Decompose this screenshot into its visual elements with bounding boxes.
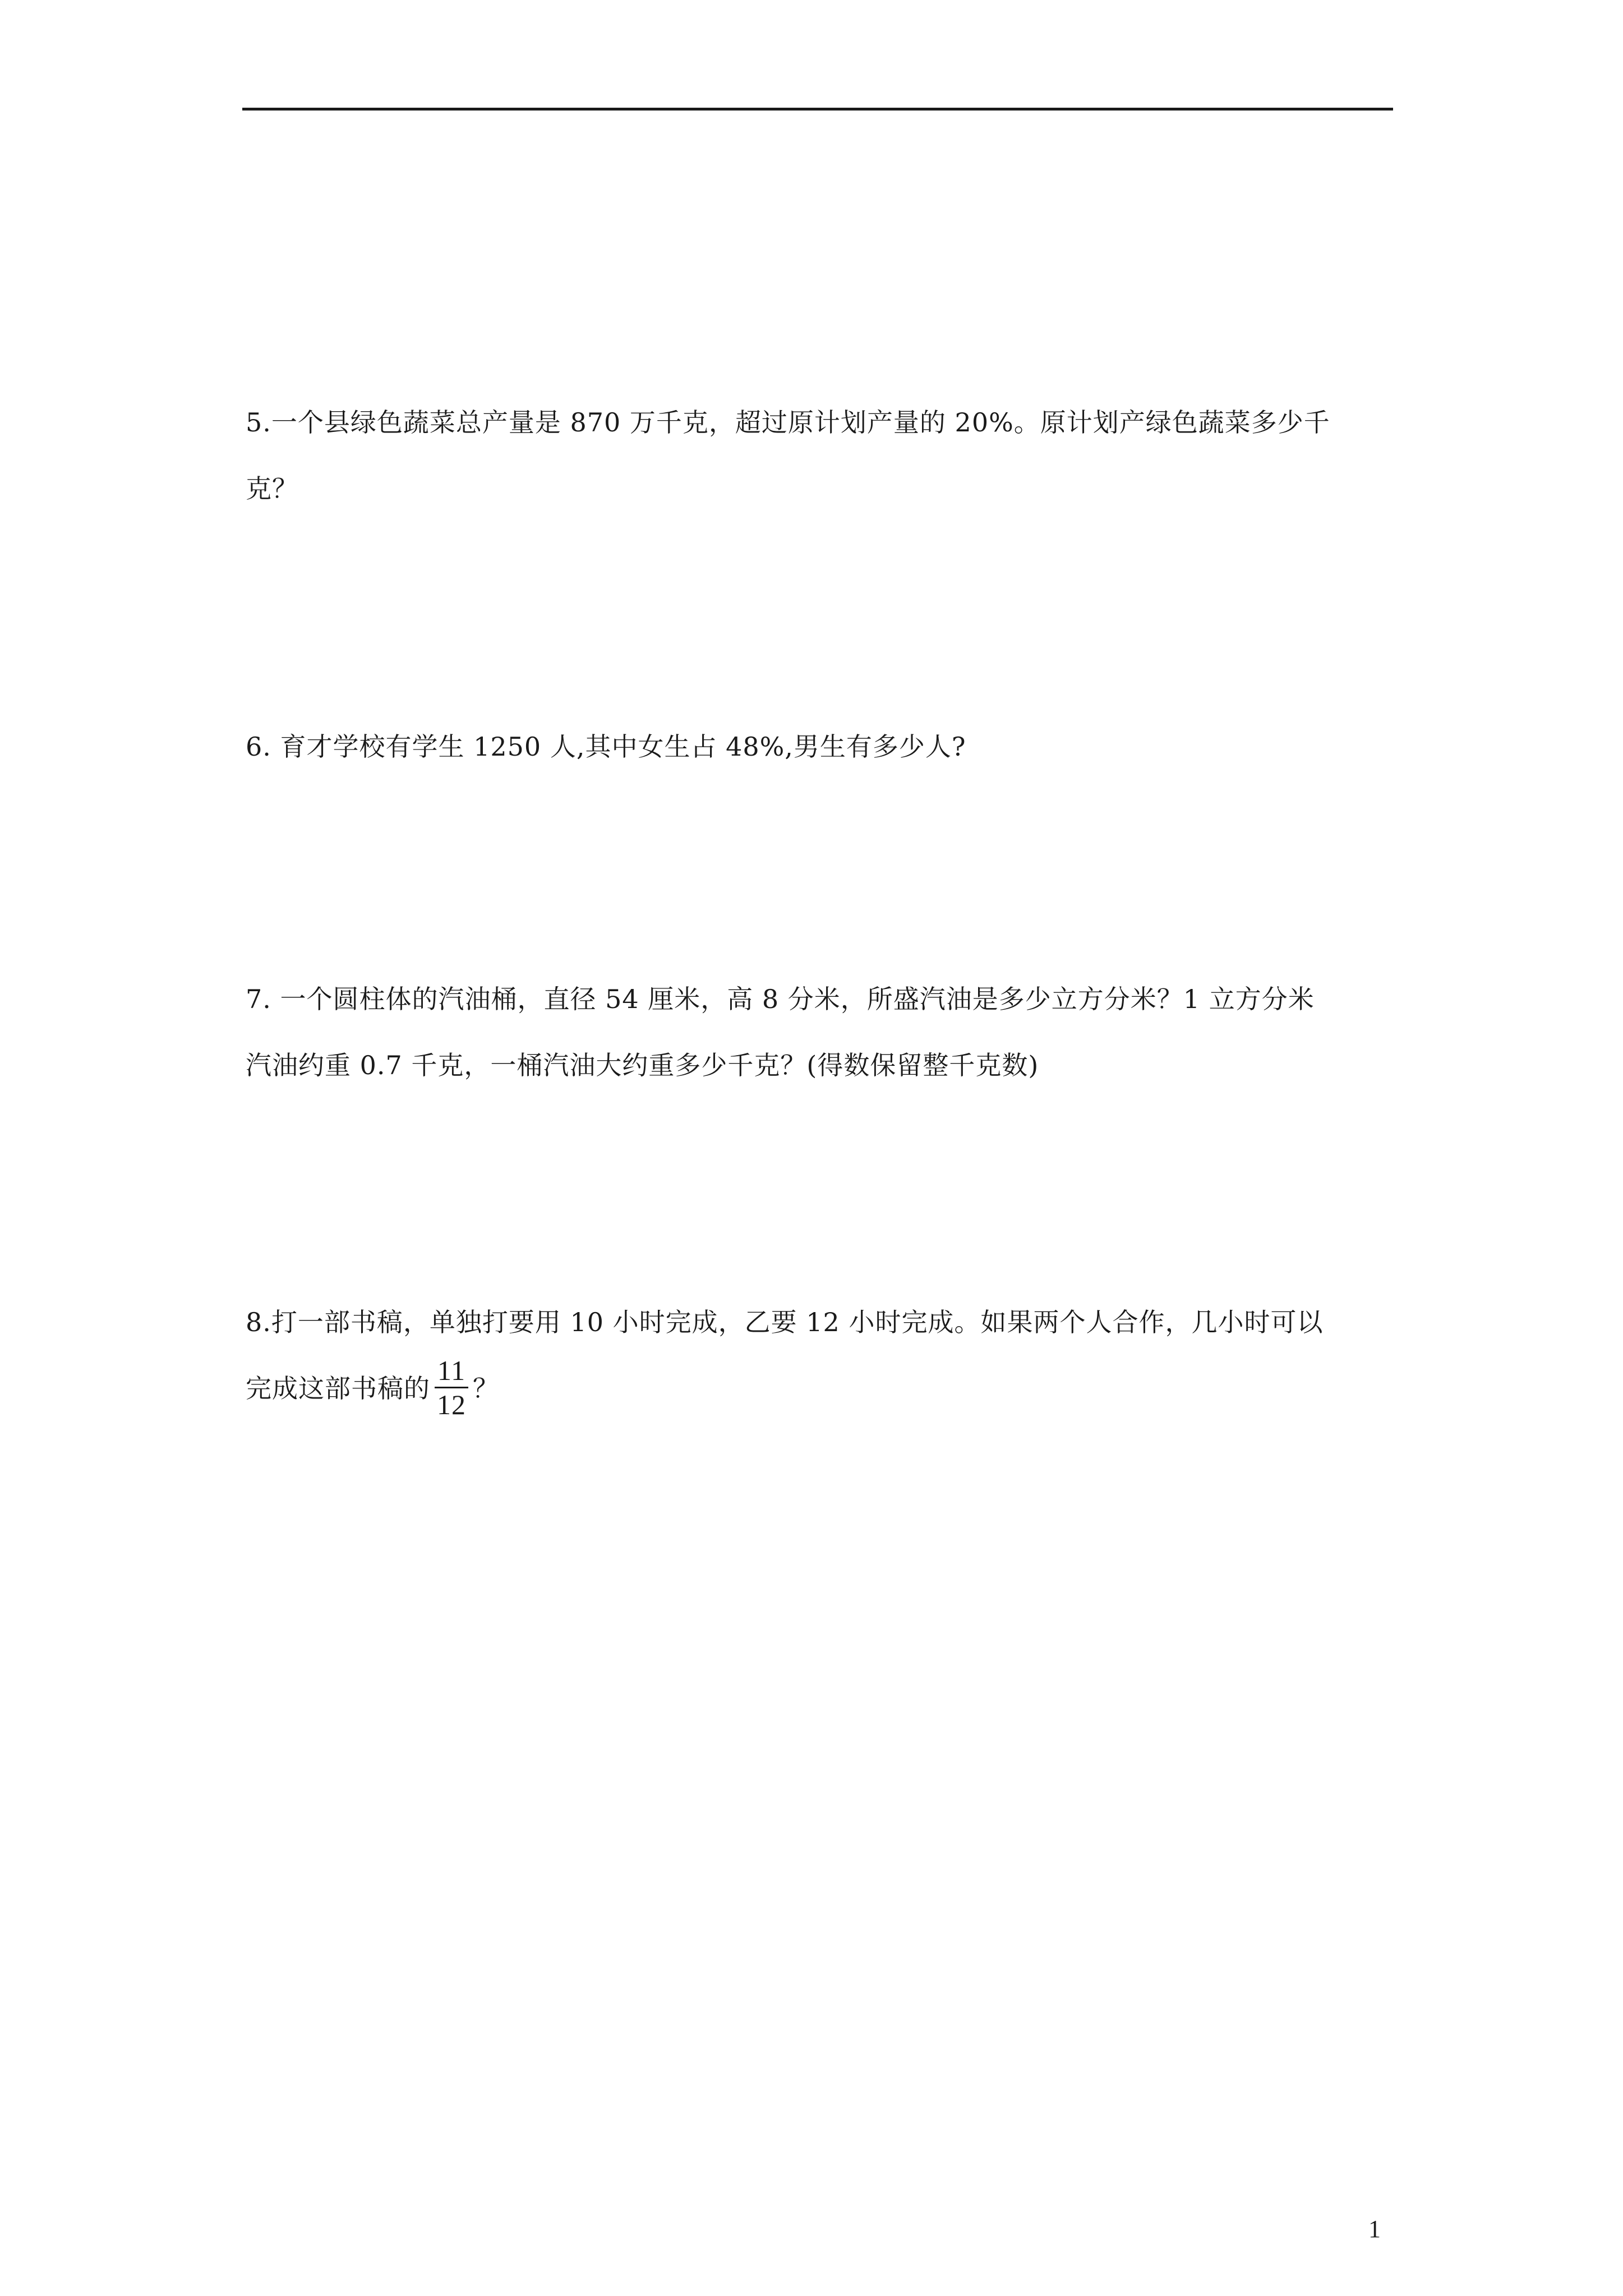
question-7 [246,966,1395,1098]
question-8-line-2 [246,1355,1395,1421]
fraction-numerator: 11 [437,1354,466,1386]
fraction-denominator: 12 [437,1388,466,1420]
question-5-line-2: 克？ [246,473,298,504]
header-rule [242,108,1393,111]
question-5 [246,389,1395,522]
question-8-line-1: 8.打一部书稿，单独打要用 10 小时完成，乙要 12 小时完成。如果两个人合作，几小时可以 [246,1307,1324,1337]
question-7-line-2: 汽油约重 0.7 千克，一桶汽油大约重多少千克？(得数保留整千克数) [246,1050,1039,1080]
fraction [435,1354,468,1421]
question-5-line-1: 5.一个县绿色蔬菜总产量是 870 万千克，超过原计划产量的 20%。原计划产绿色蔬菜多少千 [246,407,1330,438]
question-6-line-1: 6. 育才学校有学生 1250 人,其中女生占 48%,男生有多少人? [246,731,966,762]
question-6 [246,714,1395,780]
question-8 [246,1289,1395,1421]
question-8-line-2-prefix: 完成这部书稿的 [246,1373,430,1404]
question-7-line-1: 7. 一个圆柱体的汽油桶，直径 54 厘米，高 8 分米，所盛汽油是多少立方分米？1 立方分米 [246,984,1315,1014]
page-number: 1 [1368,2215,1381,2243]
question-8-line-2-suffix: ？ [473,1373,499,1404]
